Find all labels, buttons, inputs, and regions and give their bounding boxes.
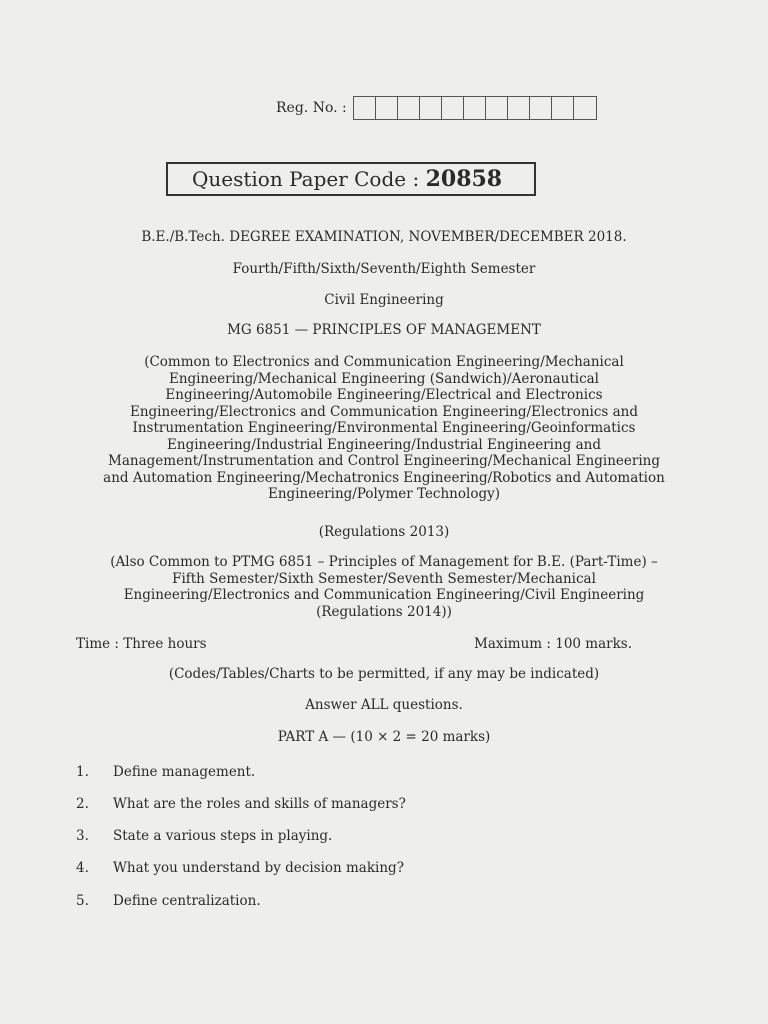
question-text: What you understand by decision making?	[113, 860, 404, 876]
time-label: Time : Three hours	[76, 636, 207, 652]
reg-no-box[interactable]	[376, 97, 398, 119]
also-common-line: Fifth Semester/Sixth Semester/Seventh Semester/Mechanical	[172, 570, 596, 587]
reg-no-box[interactable]	[486, 97, 508, 119]
reg-no-box[interactable]	[552, 97, 574, 119]
common-line: and Automation Engineering/Mechatronics Engineering/Robotics and Automation	[103, 469, 665, 486]
part-a-heading: PART A — (10 × 2 = 20 marks)	[277, 729, 491, 745]
question-item	[76, 828, 332, 844]
codes-note: (Codes/Tables/Charts to be permitted, if any may be indicated)	[168, 666, 600, 682]
question-paper-code-label: Question Paper Code :	[192, 167, 420, 191]
branch-line: Civil Engineering	[324, 292, 444, 308]
question-text: What are the roles and skills of managers?	[113, 796, 406, 812]
also-common-block	[0, 554, 768, 620]
time-marks-row	[76, 636, 632, 652]
common-line: Engineering/Mechanical Engineering (Sandwich)/Aeronautical	[168, 370, 600, 387]
reg-no-box[interactable]	[442, 97, 464, 119]
question-text: Define management.	[113, 764, 256, 780]
exam-title: B.E./B.Tech. DEGREE EXAMINATION, NOVEMBER/DECEMBER 2018.	[141, 229, 627, 245]
question-paper-code-box	[166, 162, 536, 196]
also-common-line: (Also Common to PTMG 6851 – Principles of Management for B.E. (Part-Time) –	[110, 554, 658, 570]
reg-no-box[interactable]	[574, 97, 596, 119]
question-number: 2.	[76, 796, 89, 812]
reg-no-box[interactable]	[530, 97, 552, 119]
common-line: Engineering/Automobile Engineering/Electrical and Electronics	[165, 387, 603, 403]
common-line: Engineering/Polymer Technology)	[268, 486, 500, 502]
question-text: Define centralization.	[113, 893, 261, 909]
semester-line: Fourth/Fifth/Sixth/Seventh/Eighth Semester	[232, 261, 536, 277]
also-common-line: (Regulations 2014))	[316, 603, 452, 620]
reg-no-box[interactable]	[508, 97, 530, 119]
common-line: Management/Instrumentation and Control Engineering/Mechanical Engineering	[108, 453, 660, 469]
question-item	[76, 860, 404, 876]
max-marks-label: Maximum : 100 marks.	[474, 636, 632, 652]
reg-no-box[interactable]	[398, 97, 420, 119]
question-paper-code: 20858	[425, 166, 503, 192]
reg-no-box[interactable]	[354, 97, 376, 119]
reg-no-boxes	[353, 96, 597, 120]
common-line: Instrumentation Engineering/Environmental Engineering/Geoinformatics	[132, 420, 636, 436]
reg-no-label: Reg. No. :	[276, 100, 347, 116]
reg-no-box[interactable]	[420, 97, 442, 119]
question-number: 3.	[76, 828, 89, 844]
question-item	[76, 764, 255, 780]
also-common-line: Engineering/Electronics and Communication Engineering/Civil Engineering	[123, 587, 645, 603]
answer-all-instruction: Answer ALL questions.	[305, 697, 463, 713]
reg-no-box[interactable]	[464, 97, 486, 119]
question-number: 4.	[76, 860, 89, 876]
common-line: Engineering/Industrial Engineering/Industrial Engineering and	[167, 436, 601, 453]
question-item	[76, 796, 406, 812]
subject-line: MG 6851 — PRINCIPLES OF MANAGEMENT	[227, 322, 541, 338]
common-to-block	[0, 354, 768, 503]
question-number: 5.	[76, 893, 89, 909]
common-line: Engineering/Electronics and Communication Engineering/Electronics and	[129, 403, 638, 420]
common-line: (Common to Electronics and Communication Engineering/Mechanical	[144, 354, 624, 370]
question-text: State a various steps in playing.	[113, 828, 333, 844]
question-number: 1.	[76, 764, 89, 780]
question-item	[76, 893, 261, 909]
regulations-line: (Regulations 2013)	[318, 524, 450, 540]
reg-no-field	[276, 96, 597, 120]
